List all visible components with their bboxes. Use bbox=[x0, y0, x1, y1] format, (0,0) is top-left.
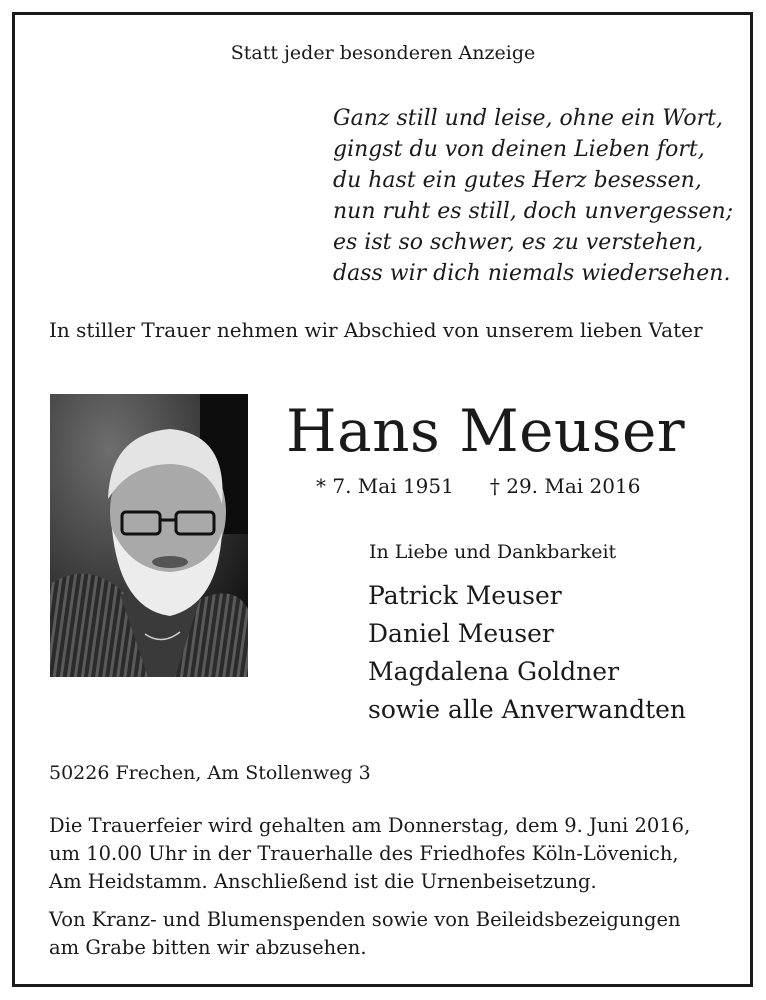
ceremony-line: Die Trauerfeier wird gehalten am Donnerstag, dem 9. Juni 2016, bbox=[49, 814, 691, 837]
request-line: Von Kranz- und Blumenspenden sowie von Beileidsbezeigungen bbox=[49, 908, 681, 931]
portrait-photo bbox=[50, 394, 248, 677]
ceremony-line: Am Heidstamm. Anschließend ist die Urnenbeisetzung. bbox=[49, 870, 597, 893]
notice-header: Statt jeder besonderen Anzeige bbox=[230, 42, 536, 64]
address: 50226 Frechen, Am Stollenweg 3 bbox=[49, 762, 371, 784]
mourner-name: Patrick Meuser bbox=[368, 581, 562, 610]
mourner-name: sowie alle Anverwandten bbox=[368, 695, 687, 724]
dedication-text: In Liebe und Dankbarkeit bbox=[369, 541, 617, 563]
poem-line: nun ruht es still, doch unvergessen; bbox=[333, 199, 734, 224]
mourner-name: Magdalena Goldner bbox=[368, 657, 620, 686]
ceremony-line: um 10.00 Uhr in der Trauerhalle des Friedhofes Köln-Lövenich, bbox=[49, 842, 679, 865]
birth-date: * 7. Mai 1951 bbox=[316, 474, 454, 498]
poem-line: gingst du von deinen Lieben fort, bbox=[333, 137, 705, 162]
life-dates bbox=[316, 476, 640, 496]
poem-line: es ist so schwer, es zu verstehen, bbox=[333, 230, 704, 255]
deceased-name: Hans Meuser bbox=[286, 397, 686, 465]
intro-text: In stiller Trauer nehmen wir Abschied von unserem lieben Vater bbox=[49, 318, 703, 342]
ceremony-info bbox=[49, 812, 690, 896]
poem-line: Ganz still und leise, ohne ein Wort, bbox=[333, 106, 724, 131]
poem-line: dass wir dich niemals wiedersehen. bbox=[333, 261, 731, 286]
poem-line: du hast ein gutes Herz besessen, bbox=[333, 168, 702, 193]
poem bbox=[333, 103, 733, 289]
mourner-name: Daniel Meuser bbox=[368, 619, 554, 648]
death-date: † 29. Mai 2016 bbox=[489, 474, 641, 498]
request-line: am Grabe bitten wir abzusehen. bbox=[49, 936, 367, 959]
mourners-list bbox=[368, 577, 686, 729]
request-info bbox=[49, 906, 681, 962]
